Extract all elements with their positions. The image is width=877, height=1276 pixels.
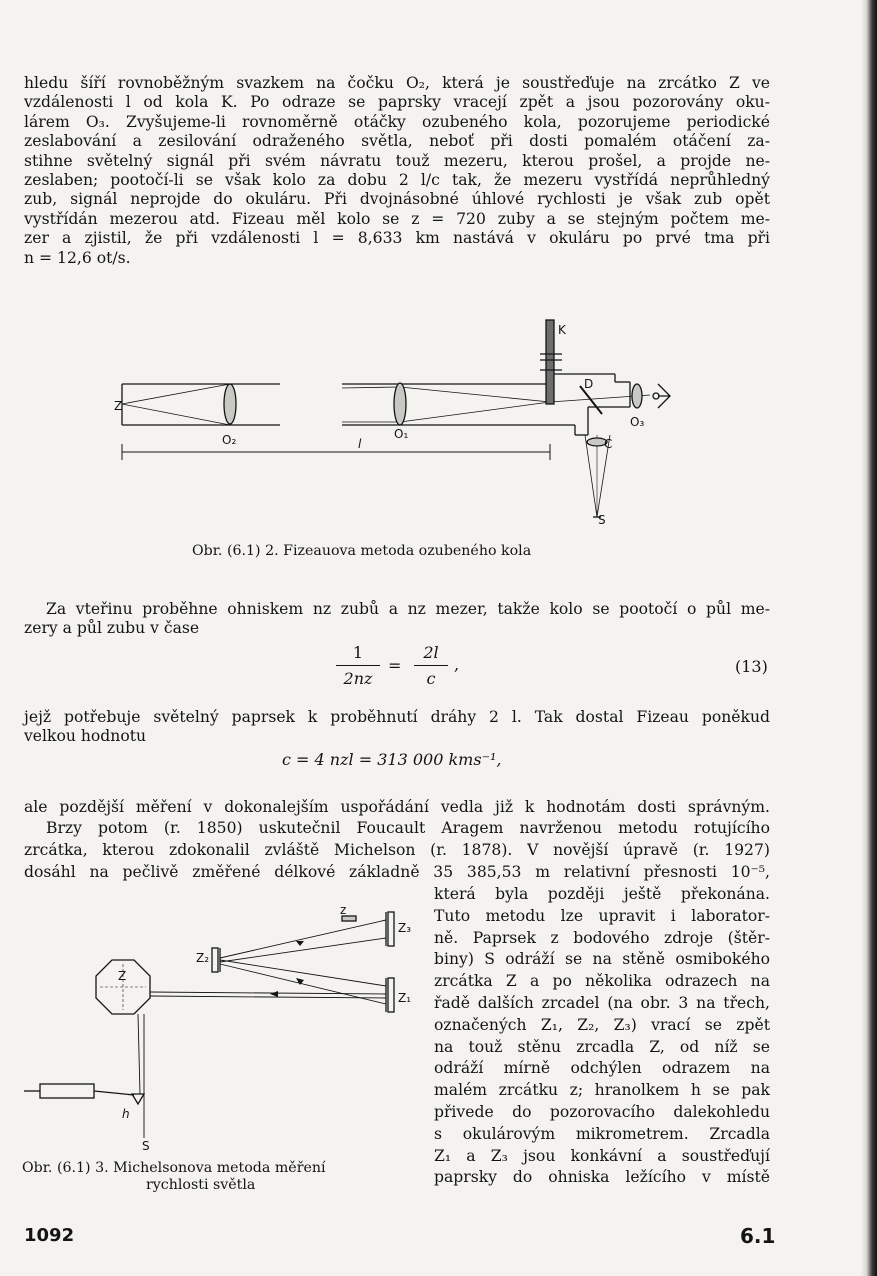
text-line: zrcátka Z a po několika odrazech na xyxy=(434,972,770,991)
label-Z3: Z₃ xyxy=(398,921,412,935)
figure-2-caption-line-1: Obr. (6.1) 3. Michelsonova metoda měření xyxy=(22,1160,326,1176)
text-line: s okulárovým mikrometrem. Zrcadla xyxy=(434,1124,770,1143)
page-number: 1092 xyxy=(24,1225,75,1246)
text-line: jejž potřebuje světelný paprsek k proběhnutí dráhy 2 l. Tak dostal Fizeau poněkud xyxy=(24,708,770,726)
text-line: lárem O₃. Zvyšujeme-li rovnoměrně otáčky ozubeného kola, pozorujeme periodické xyxy=(24,112,770,131)
eq-equals: = xyxy=(388,656,402,675)
text-line: hledu šíří rovnoběžným svazkem na čočku O₂, která je soustřeďuje na zrcátko Z ve xyxy=(24,74,770,92)
label-l: l xyxy=(358,437,362,451)
text-line: stihne světelný signál při svém návratu touž mezeru, kterou prošel, a projde ne- xyxy=(24,151,770,170)
text-line: vzdálenosti l od kola K. Po odraze se paprsky vracejí zpět a jsou pozorovány oku- xyxy=(24,93,770,112)
text-line: která byla později ještě překonána. xyxy=(434,885,770,903)
figure-fizeau-diagram xyxy=(110,312,710,532)
label-Z2: Z₂ xyxy=(196,951,210,965)
label-Z1: Z₁ xyxy=(398,991,412,1005)
text-line: zeslaben; pootočí-li se však kolo za dobu 2 l/c tak, že mezeru vystřídá neprůhledný xyxy=(24,171,770,190)
text-line: Tuto metodu lze upravit i laborator- xyxy=(434,906,770,925)
text-line: n = 12,6 ot/s. xyxy=(24,248,131,267)
paragraph-2 xyxy=(24,600,770,639)
text-line: na touž stěnu zrcadla Z, od níž se xyxy=(434,1037,770,1056)
equation-c: c = 4 nzl = 313 000 kms⁻¹, xyxy=(282,750,502,769)
figure-michelson-diagram xyxy=(20,898,424,1156)
figure-2-caption-line-2: rychlosti světla xyxy=(146,1177,256,1193)
eq-numerator-right: 2l xyxy=(423,643,439,662)
paragraph-5-full xyxy=(24,818,770,883)
paragraph-4 xyxy=(24,798,770,817)
label-S: S xyxy=(598,513,606,527)
text-line: označených Z₁, Z₂, Z₃) vrací se zpět xyxy=(434,1015,770,1034)
text-line: paprsky do ohniska ležícího v místě xyxy=(434,1168,770,1187)
label-Z: Z xyxy=(118,969,127,983)
eq-comma: , xyxy=(454,655,460,674)
figure-1-caption: Obr. (6.1) 2. Fizeauova metoda ozubeného kola xyxy=(192,543,532,559)
paragraph-1 xyxy=(24,74,770,268)
equation-13 xyxy=(336,643,476,691)
section-number: 6.1 xyxy=(740,1224,776,1248)
label-K: K xyxy=(558,323,566,337)
text-line: zery a půl zubu v čase xyxy=(24,619,200,638)
label-D: D xyxy=(584,377,594,391)
text-line: malém zrcátku z; hranolkem h se pak xyxy=(434,1081,770,1100)
eq-numerator-left: 1 xyxy=(352,643,364,662)
eq-denominator-right: c xyxy=(426,669,436,688)
paragraph-5-wrap xyxy=(434,884,770,1189)
text-line: řadě dalších zrcadel (na obr. 3 na třech, xyxy=(434,993,770,1012)
text-line: Brzy potom (r. 1850) uskutečnil Foucault Aragem navrženou metodu rotujícího xyxy=(46,819,770,837)
label-O2: O₂ xyxy=(222,433,237,447)
text-line: přivede do pozorovacího dalekohledu xyxy=(434,1102,770,1121)
page-edge-shadow xyxy=(861,0,877,1276)
text-line: zub, signál neprojde do okuláru. Při dvojnásobné úhlové rychlosti je však zub opět xyxy=(24,190,770,209)
paragraph-3 xyxy=(24,708,770,747)
text-line: odráží mírně odchýlen odrazem na xyxy=(434,1059,770,1078)
label-C: C xyxy=(604,437,613,451)
label-z: z xyxy=(340,903,347,917)
label-O1: O₁ xyxy=(394,427,409,441)
text-line: biny) S odráží se na stěně osmibokého xyxy=(434,950,770,969)
text-line: dosáhl na pečlivě změřené délkové základně 35 385,53 m relativní přesnosti 10⁻⁵, xyxy=(24,862,770,881)
label-Z: Z xyxy=(114,399,123,413)
text-line: vystřídán mezerou atd. Fizeau měl kolo se z = 720 zuby a se stejným počtem me- xyxy=(24,209,770,228)
text-line: Za vteřinu proběhne ohniskem nz zubů a nz mezer, takže kolo se pootočí o půl me- xyxy=(46,600,770,618)
label-S: S xyxy=(142,1139,150,1153)
text-line: zrcátka, kterou zdokonalil zvláště Michelson (r. 1878). V novější úpravě (r. 1927) xyxy=(24,840,770,859)
equation-13-number: (13) xyxy=(735,657,768,676)
label-h: h xyxy=(122,1107,130,1121)
text-line: Z₁ a Z₃ jsou konkávní a soustřeďují xyxy=(434,1146,770,1165)
text-line: zer a zjistil, že při vzdálenosti l = 8,633 km nastává v okuláru po prvé tma při xyxy=(24,229,770,248)
text-line: ně. Paprsek z bodového zdroje (štěr- xyxy=(434,928,770,947)
text-line: ale pozdější měření v dokonalejším uspořádání vedla již k hodnotám dosti správným. xyxy=(24,798,770,816)
label-O3: O₃ xyxy=(630,415,645,429)
eq-denominator-left: 2nz xyxy=(343,669,373,688)
text-line: zeslabování a zesilování odraženého světla, neboť při dosti pomalém otáčení za- xyxy=(24,132,770,151)
text-line: velkou hodnotu xyxy=(24,727,147,746)
